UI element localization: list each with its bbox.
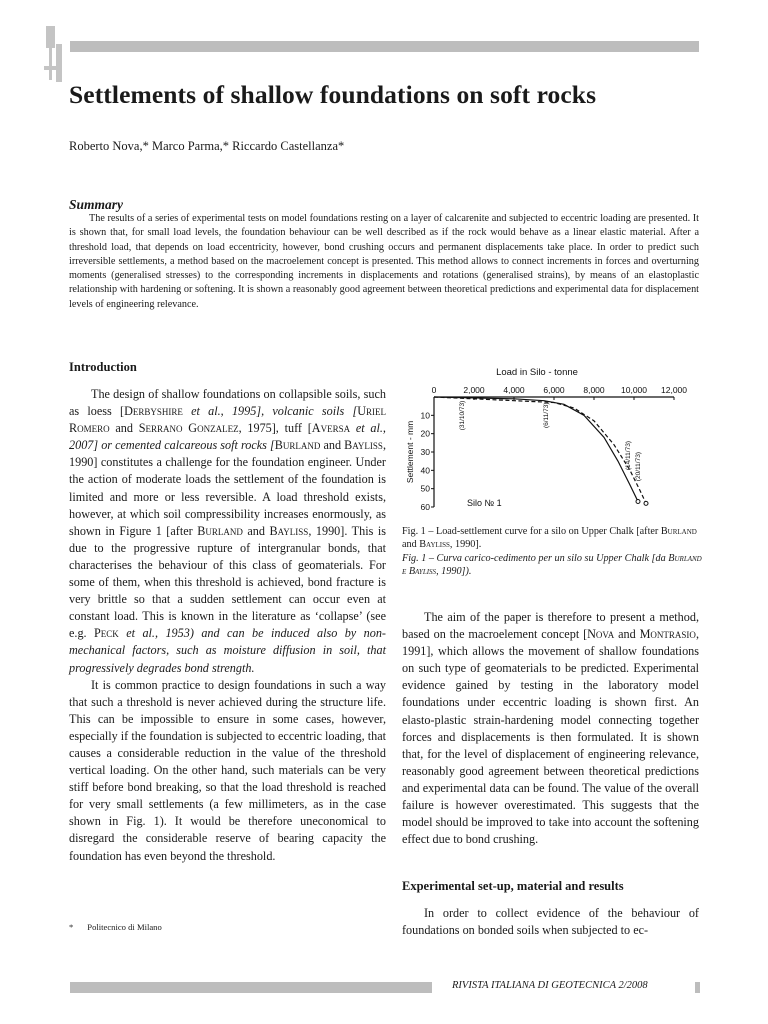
summary-text: The results of a series of experimental tests on model foundations resting on a layer of calcarenite and subjected to eccentric loading are presented. It is shown that, for small load levels, the foundation behaviour can be well described as if the rock would behave as a linear elastic material. After a threshold load, that depends on load eccentricity, however, bond crushing occurs and permanent displacements take place. In order to predict such irreversible settlements, a method based on the macroelement concept is presented. This method allows to connect increments in forces and overturning moments (generalised stresses) to the corresponding increments in displacements and rotations (generalised strains), by means of an elastoplastic relationship with hardening or softening. It is shown a reasonably good agreement between theoretical predictions and experimental data for displacement levels of engineering relevance. — [69, 213, 699, 310]
chart-series — [434, 397, 648, 505]
series-end-point — [636, 500, 640, 504]
point-date-label: (31/10/73) — [459, 400, 466, 431]
x-tick-label: 0 — [431, 385, 437, 395]
section-heading-experimental: Experimental set-up, material and results — [402, 879, 624, 893]
paper-title: Settlements of shallow foundations on soft rocks — [69, 80, 597, 109]
x-tick-label: 12,000 — [661, 385, 687, 395]
journal-name: RIVISTA ITALIANA DI GEOTECNICA 2/2008 — [452, 980, 648, 991]
x-tick-label: 10,000 — [621, 385, 647, 395]
header-bar — [70, 41, 699, 52]
series-end-point — [644, 501, 648, 505]
summary — [69, 212, 699, 312]
load-settlement-chart — [402, 364, 702, 520]
right-column — [402, 609, 699, 848]
silo-annotation: Silo № 1 — [467, 498, 502, 508]
x-tick-label: 2,000 — [463, 385, 485, 395]
journal-logo-icon — [44, 26, 66, 86]
section-2-paragraph: In order to collect evidence of the behaviour of foundations on bonded soils when subjected to ec- — [402, 906, 699, 938]
footer-bar — [70, 982, 432, 993]
summary-heading: Summary — [69, 197, 124, 212]
y-tick-label: 60 — [420, 502, 430, 512]
figure-caption — [402, 525, 702, 579]
caption-italian: Fig. 1 – Curva carico-cedimento per un silo su Upper Chalk [da Burland e Bayliss, 1990]). — [402, 552, 702, 578]
left-column — [69, 386, 386, 865]
footnote: * Politecnico di Milano — [69, 922, 162, 932]
y-tick-label: 50 — [420, 483, 430, 494]
caption-english: Fig. 1 – Load-settlement curve for a silo on Upper Chalk [after Burland and Bayliss, 1990]. — [402, 526, 697, 551]
chart-title: Load in Silo - tonne — [496, 367, 578, 378]
y-tick-label: 40 — [420, 465, 430, 476]
y-tick-label: 30 — [420, 447, 430, 457]
x-tick-label: 4,000 — [503, 385, 525, 395]
footer-bar-end — [695, 982, 700, 993]
intro-paragraph-1: The design of shallow foundations on collapsible soils, such as loess [Derbyshire et al., 1995], volcanic soils [Uriel Romero and Serrano Gonzalez, 1975], tuff [Aversa et al., 2007] or cemented calcareous soft rocks [Burland and Bayliss, 1990] constitutes a challenge for the foundation engineer. Under the action of moderate loads the settlement of the foundation is limited and more or less reversible. A load threshold exists, however, at which soil compressibility increases enormously, as shown in Figure 1 [after Burland and Bayliss, 1990]. This is due to the progressive rupture of intergranular bonds, that characterises the behaviour of this class of geomaterials. For some of them, when this threshold is achieved, bond fracture is very brittle so that a sudden settlement can occur even at constant load. This is known in the literature as ‘collapse’ (see e.g. Peck et al., 1953) and can be induced also by non-mechanical factors, such as moisture diffusion in soil, that progressively degrades bond strength. — [69, 387, 386, 675]
right-paragraph-1: The aim of the paper is therefore to present a method, based on the macroelement concept [Nova and Montrasio, 1991], which allows the movement of shallow foundations on such type of geomaterials to be predicted. Experimental evidence gained by testing in the laboratory model foundations under eccentric loading is shown first. An elasto-plastic strain-hardening model connecting together forces and displacements is then formulated. It is shown that, for the level of displacement of engineering relevance, reasonably good agreement between theoretical predictions and experimental data can be found. The value of the overall failure is however overestimated. This suggests that the model should be improved to take into account the softening effect due to bond crushing. — [402, 610, 699, 847]
y-axis-ticks — [421, 410, 434, 512]
y-tick-label: 10 — [420, 410, 430, 421]
y-tick-label: 20 — [420, 428, 430, 439]
y-axis-label: Settlement - mm — [405, 420, 415, 484]
introduction-heading: Introduction — [69, 360, 137, 374]
x-tick-label: 6,000 — [543, 385, 565, 395]
x-tick-label: 8,000 — [583, 385, 605, 395]
section-2-text — [402, 905, 699, 939]
point-date-label: (14/11/73) — [625, 441, 632, 471]
intro-paragraph-2: It is common practice to design foundations in such a way that such a threshold is never achieved during the structure life. This can be impossible to ensure in some cases, however, especially if the foundation is subjected to eccentric loading, that causes a considerable reduction in the value of the threshold vertical loading. On the other hand, such materials can be very stiff before bond breaking, so that the load threshold is reached for very small settlements (a few millimeters, as in the case shown in Fig. 1). It would be therefore uneconomical to disregard the considerable reserve of bearing capacity the foundation has even beyond the threshold. — [69, 677, 386, 863]
authors: Roberto Nova,* Marco Parma,* Riccardo Castellanza* — [69, 139, 345, 153]
point-date-label: (20/11/73) — [635, 452, 642, 482]
point-labels — [459, 401, 642, 481]
point-date-label: (6/11/73) — [543, 402, 550, 429]
